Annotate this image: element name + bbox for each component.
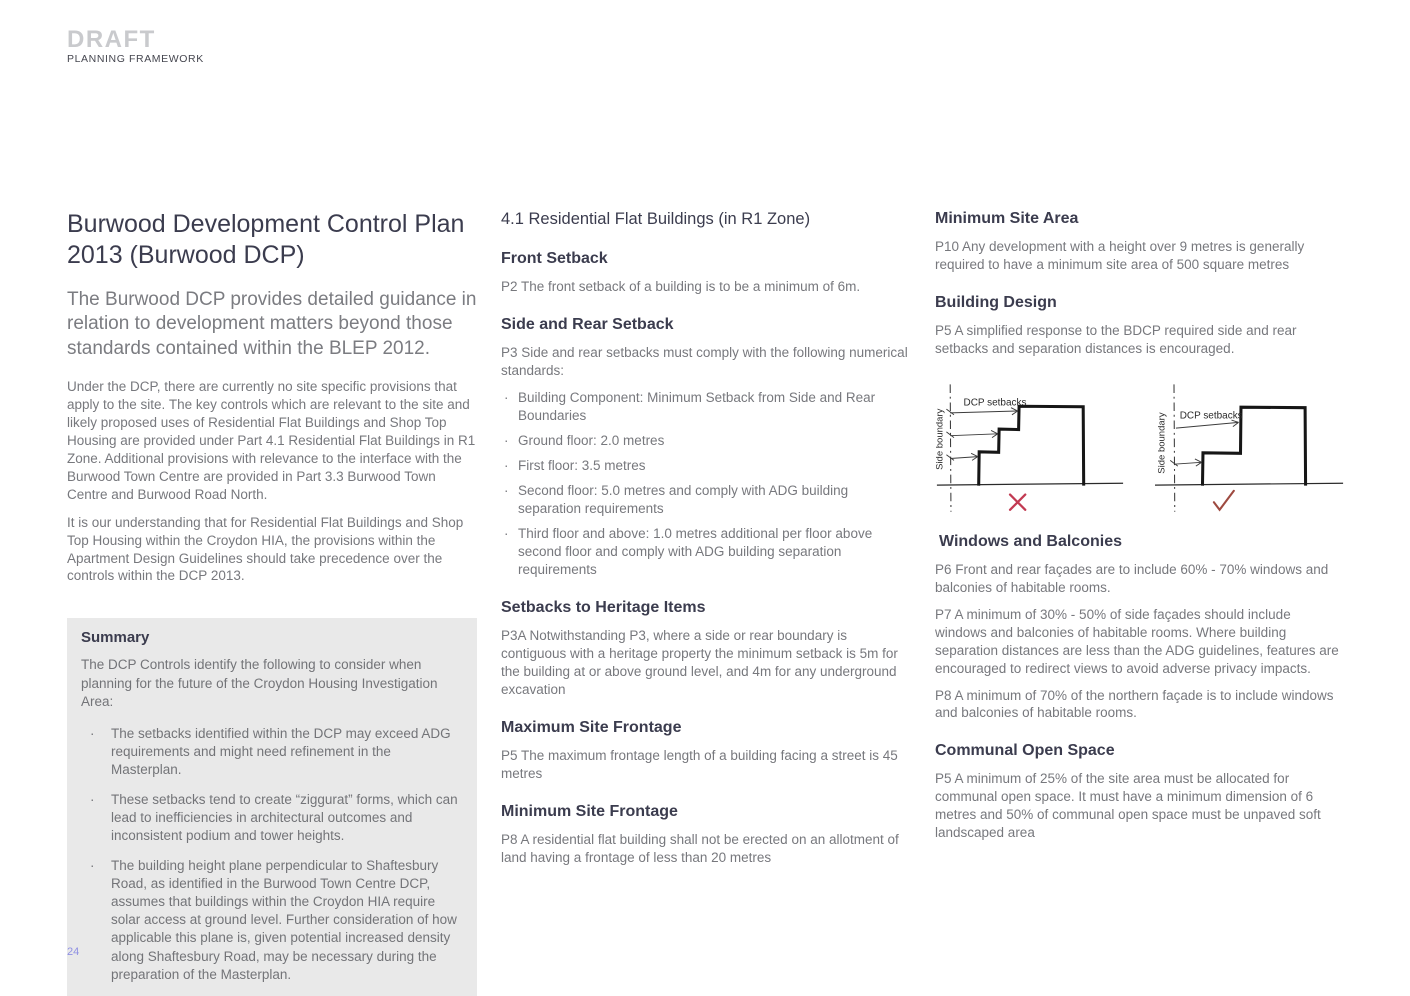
provision-paragraph: P7 A minimum of 30% - 50% of side façades should include windows and balconies of habitable rooms. Where building separation distances are less than the ADG guidelines, features are encouraged to redirect views to avoid adverse privacy impacts. [935, 606, 1339, 676]
summary-bullet-text: These setbacks tend to create “ziggurat” forms, which can lead to inefficiencies in architectural outcomes and inconsistent podium and tower heights. [111, 791, 458, 844]
bullet-marker-icon: · [504, 458, 509, 474]
list-item-text: Second floor: 5.0 metres and comply with ADG building separation requirements [518, 483, 849, 517]
setback-diagram-noncompliant [935, 375, 1125, 523]
summary-heading: Summary [81, 629, 150, 647]
summary-bullet [81, 857, 461, 984]
bullet-marker-icon: · [504, 483, 509, 499]
bullet-marker-icon: · [504, 390, 509, 406]
list-item-text: Building Component: Minimum Setback from Side and Rear Boundaries [518, 390, 876, 424]
left-column [67, 209, 477, 996]
provision-paragraph: P2 The front setback of a building is to be a minimum of 6m. [501, 278, 861, 294]
setback-standards-list [501, 389, 911, 579]
dcp-setbacks-label: DCP setbacks [963, 397, 1027, 409]
list-item-text: Third floor and above: 1.0 metres additional per floor above second floor and comply with ADG building separation requirements [518, 526, 873, 578]
ground-line [937, 483, 1123, 485]
subsection-heading-side-rear-setback: Side and Rear Setback [501, 315, 674, 333]
dcp-setbacks-label: DCP setbacks [1179, 410, 1243, 422]
section-title: 4.1 Residential Flat Buildings (in R1 Zone) [501, 210, 811, 228]
list-item-text: Ground floor: 2.0 metres [518, 433, 665, 449]
check-mark-icon [1214, 491, 1234, 510]
body-paragraph: Under the DCP, there are currently no site specific provisions that apply to the site. The key controls which are relevant to the site and likely proposed uses of Residential Flat Buildings and Shop Top Housing are provided under Part 4.1 Residential Flat Buildings in R1 Zone. Additional provisions with relevance to the interface with the Burwood Town Centre are provided in Part 3.3 Burwood Town Centre and Burwood Road North. [67, 378, 476, 502]
side-boundary-line [1174, 384, 1175, 511]
bullet-marker-icon: · [90, 858, 95, 874]
right-column [935, 209, 1345, 996]
subsection-heading-communal-open-space: Communal Open Space [935, 742, 1115, 760]
setback-diagrams [935, 375, 1345, 523]
provision-paragraph: P3A Notwithstanding P3, where a side or rear boundary is contiguous with a heritage property the minimum setback is 5m for the building at or above ground level, and 4m for any underground excavation [501, 628, 898, 697]
page-number: 24 [67, 946, 80, 958]
summary-bullet [81, 791, 461, 845]
list-item [501, 432, 911, 450]
side-boundary-label: Side boundary [1156, 412, 1168, 474]
intro-paragraph: The Burwood DCP provides detailed guidance in relation to development matters beyond those standards contained within the BLEP 2012. [67, 289, 477, 359]
summary-bullet [81, 725, 461, 779]
summary-box [67, 618, 477, 996]
cross-mark-icon [1010, 494, 1025, 509]
list-item [501, 457, 911, 475]
list-item [501, 389, 911, 425]
subsection-heading-building-design: Building Design [935, 293, 1057, 311]
provision-paragraph: P10 Any development with a height over 9 metres is generally required to have a minimum site area of 500 square metres [935, 239, 1305, 272]
middle-column [501, 209, 911, 996]
provision-paragraph: P8 A minimum of 70% of the northern façade is to include windows and balconies of habitable rooms. [935, 687, 1334, 721]
subsection-heading-max-site-frontage: Maximum Site Frontage [501, 718, 682, 736]
building-outline [979, 406, 1084, 484]
bullet-marker-icon: · [504, 433, 509, 449]
subsection-heading-min-site-area: Minimum Site Area [935, 210, 1079, 227]
draft-watermark: DRAFT [67, 26, 156, 53]
summary-bullet-text: The building height plane perpendicular to Shaftesbury Road, as identified in the Burwood Town Centre DCP, assumes that buildings within the Croydon HIA require solar access at ground level. Further consideration of how applicable this plane is, given potential increased density along Shaftesbury Road, may be necessary during the preparation of the Masterplan. [111, 858, 457, 982]
bullet-marker-icon: · [90, 725, 95, 741]
provision-paragraph: P5 A minimum of 25% of the site area must be allocated for communal open space. It must have a minimum dimension of 6 metres and 50% of communal open space must be unpaved soft landscaped area [935, 771, 1321, 841]
brand-header [67, 28, 204, 65]
list-item [501, 525, 911, 579]
list-item [501, 482, 911, 518]
setback-diagram-compliant [1155, 375, 1345, 523]
body-paragraph: It is our understanding that for Residential Flat Buildings and Shop Top Housing within the Croydon HIA, the provisions within the Apartment Design Guidelines should take precedence over the controls within the DCP 2013. [67, 514, 464, 584]
provision-paragraph: P5 A simplified response to the BDCP required side and rear setbacks and separation distances is encouraged. [935, 322, 1297, 356]
ground-line [1155, 483, 1343, 485]
provision-paragraph: P5 The maximum frontage length of a building facing a street is 45 metres [501, 747, 898, 781]
summary-bullet-text: The setbacks identified within the DCP may exceed ADG requirements and might need refinement in the Masterplan. [111, 725, 451, 777]
provision-paragraph: P6 Front and rear façades are to include 60% - 70% windows and balconies of habitable rooms. [935, 561, 1329, 595]
document-title: Burwood Development Control Plan 2013 (Burwood DCP) [67, 210, 465, 269]
provision-paragraph: P8 A residential flat building shall not be erected on an allotment of land having a frontage of less than 20 metres [501, 831, 899, 865]
subsection-heading-front-setback: Front Setback [501, 249, 608, 267]
subsection-heading-heritage-setbacks: Setbacks to Heritage Items [501, 599, 706, 617]
subsection-heading-min-site-frontage: Minimum Site Frontage [501, 802, 678, 820]
summary-intro: The DCP Controls identify the following to consider when planning for the future of the Croydon Housing Investigation Area: [81, 657, 438, 709]
setback-dimension-arrows [1170, 420, 1238, 466]
subsection-heading-windows-balconies: Windows and Balconies [939, 532, 1122, 550]
bullet-marker-icon: · [90, 791, 95, 807]
side-boundary-label: Side boundary [935, 408, 946, 470]
bullet-marker-icon: · [504, 526, 509, 542]
provision-paragraph: P3 Side and rear setbacks must comply with the following numerical standards: [501, 344, 908, 378]
planning-framework-label: PLANNING FRAMEWORK [67, 53, 204, 65]
list-item-text: First floor: 3.5 metres [518, 458, 646, 474]
side-boundary-line [950, 384, 951, 511]
content-columns [67, 209, 1345, 996]
